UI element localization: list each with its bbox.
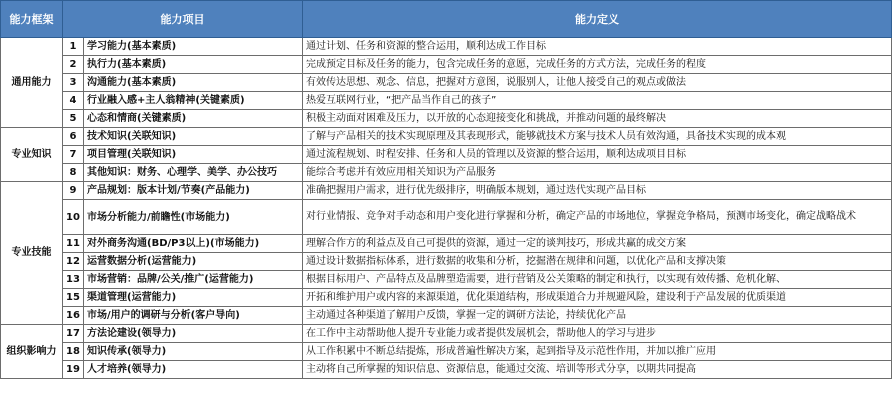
- header-item: 能力项目: [63, 1, 303, 38]
- ability-item: 其他知识：财务、心理学、美学、办公技巧: [84, 164, 303, 182]
- ability-definition: 主动将自己所掌握的知识信息、资源信息，能通过交流、培训等形式分享，以期共同提高: [303, 361, 892, 379]
- table-row: [1, 307, 892, 325]
- ability-definition: 在工作中主动帮助他人提升专业能力或者提供发展机会，帮助他人的学习与进步: [303, 325, 892, 343]
- ability-definition: 根据目标用户、产品特点及品牌塑造需要，进行营销及公关策略的制定和执行，以实现有效传播、危机化解、: [303, 271, 892, 289]
- ability-definition: 理解合作方的利益点及自己可提供的资源，通过一定的谈判技巧，形成共赢的成交方案: [303, 235, 892, 253]
- ability-definition: 对行业情报、竞争对手动态和用户变化进行掌握和分析，确定产品的市场地位，掌握竞争格局，预测市场变化，确定战略战术: [303, 200, 892, 235]
- ability-definition: 热爱互联网行业，“把产品当作自己的孩子”: [303, 92, 892, 110]
- table-row: [1, 200, 892, 235]
- ability-definition: 了解与产品相关的技术实现原理及其表现形式，能够就技术方案与技术人员有效沟通，具备技术实现的成本观: [303, 128, 892, 146]
- ability-item: 执行力(基本素质): [84, 56, 303, 74]
- table-row: [1, 253, 892, 271]
- table-row: [1, 56, 892, 74]
- ability-definition: 能综合考虑并有效应用相关知识为产品服务: [303, 164, 892, 182]
- ability-definition: 从工作积累中不断总结提炼，形成普遍性解决方案，起到指导及示范性作用，并加以推广应用: [303, 343, 892, 361]
- ability-definition: 通过设计数据指标体系，进行数据的收集和分析，挖掘潜在规律和问题，以优化产品和支撑决策: [303, 253, 892, 271]
- table-row: [1, 361, 892, 379]
- ability-item: 市场/用户的调研与分析(客户导向): [84, 307, 303, 325]
- table-row: [1, 128, 892, 146]
- ability-definition: 准确把握用户需求，进行优先级排序，明确版本规划，通过迭代实现产品目标: [303, 182, 892, 200]
- row-number: 13: [63, 271, 84, 289]
- framework-general: 通用能力: [1, 38, 63, 128]
- ability-item: 市场营销：品牌/公关/推广(运营能力): [84, 271, 303, 289]
- table-row: [1, 271, 892, 289]
- row-number: 4: [63, 92, 84, 110]
- row-number: 2: [63, 56, 84, 74]
- ability-definition: 主动通过各种渠道了解用户反馈，掌握一定的调研方法论，持续优化产品: [303, 307, 892, 325]
- ability-item: 知识传承(领导力): [84, 343, 303, 361]
- ability-item: 行业融入感+主人翁精神(关键素质): [84, 92, 303, 110]
- ability-item: 学习能力(基本素质): [84, 38, 303, 56]
- row-number: 17: [63, 325, 84, 343]
- row-number: 6: [63, 128, 84, 146]
- framework-skills: 专业技能: [1, 182, 63, 325]
- ability-item: 项目管理(关联知识): [84, 146, 303, 164]
- header-framework: 能力框架: [1, 1, 63, 38]
- ability-definition: 通过流程规划、时程安排、任务和人员的管理以及资源的整合运用，顺利达成项目目标: [303, 146, 892, 164]
- ability-definition: 有效传达思想、观念、信息，把握对方意图，说服别人，让他人接受自己的观点或做法: [303, 74, 892, 92]
- ability-item: 产品规划：版本计划/节奏(产品能力): [84, 182, 303, 200]
- ability-item: 人才培养(领导力): [84, 361, 303, 379]
- row-number: 15: [63, 289, 84, 307]
- row-number: 10: [63, 200, 84, 235]
- table-row: [1, 182, 892, 200]
- ability-item: 沟通能力(基本素质): [84, 74, 303, 92]
- table-row: [1, 110, 892, 128]
- row-number: 5: [63, 110, 84, 128]
- row-number: 11: [63, 235, 84, 253]
- header-row: [1, 1, 892, 38]
- ability-definition: 开拓和维护用户或内容的来源渠道，优化渠道结构，形成渠道合力并规避风险，建设利于产品发展的优质渠道: [303, 289, 892, 307]
- row-number: 8: [63, 164, 84, 182]
- row-number: 19: [63, 361, 84, 379]
- ability-definition: 通过计划、任务和资源的整合运用，顺利达成工作目标: [303, 38, 892, 56]
- table-row: [1, 325, 892, 343]
- ability-item: 心态和情商(关键素质): [84, 110, 303, 128]
- ability-item: 对外商务沟通(BD/P3以上)(市场能力): [84, 235, 303, 253]
- table-row: [1, 289, 892, 307]
- table-row: [1, 146, 892, 164]
- table-row: [1, 343, 892, 361]
- ability-definition: 完成预定目标及任务的能力，包含完成任务的意愿，完成任务的方式方法，完成任务的程度: [303, 56, 892, 74]
- table-row: [1, 38, 892, 56]
- table-row: [1, 235, 892, 253]
- row-number: 1: [63, 38, 84, 56]
- row-number: 18: [63, 343, 84, 361]
- ability-item: 渠道管理(运营能力): [84, 289, 303, 307]
- framework-influence: 组织影响力: [1, 325, 63, 379]
- ability-item: 运营数据分析(运营能力): [84, 253, 303, 271]
- ability-definition: 积极主动面对困难及压力，以开放的心态迎接变化和挑战，并推动问题的最终解决: [303, 110, 892, 128]
- row-number: 9: [63, 182, 84, 200]
- row-number: 16: [63, 307, 84, 325]
- ability-item: 技术知识(关联知识): [84, 128, 303, 146]
- row-number: 7: [63, 146, 84, 164]
- header-definition: 能力定义: [303, 1, 892, 38]
- table-row: [1, 92, 892, 110]
- table-row: [1, 164, 892, 182]
- table-row: [1, 74, 892, 92]
- row-number: 3: [63, 74, 84, 92]
- ability-item: 方法论建设(领导力): [84, 325, 303, 343]
- ability-item: 市场分析能力/前瞻性(市场能力): [84, 200, 303, 235]
- row-number: 12: [63, 253, 84, 271]
- framework-knowledge: 专业知识: [1, 128, 63, 182]
